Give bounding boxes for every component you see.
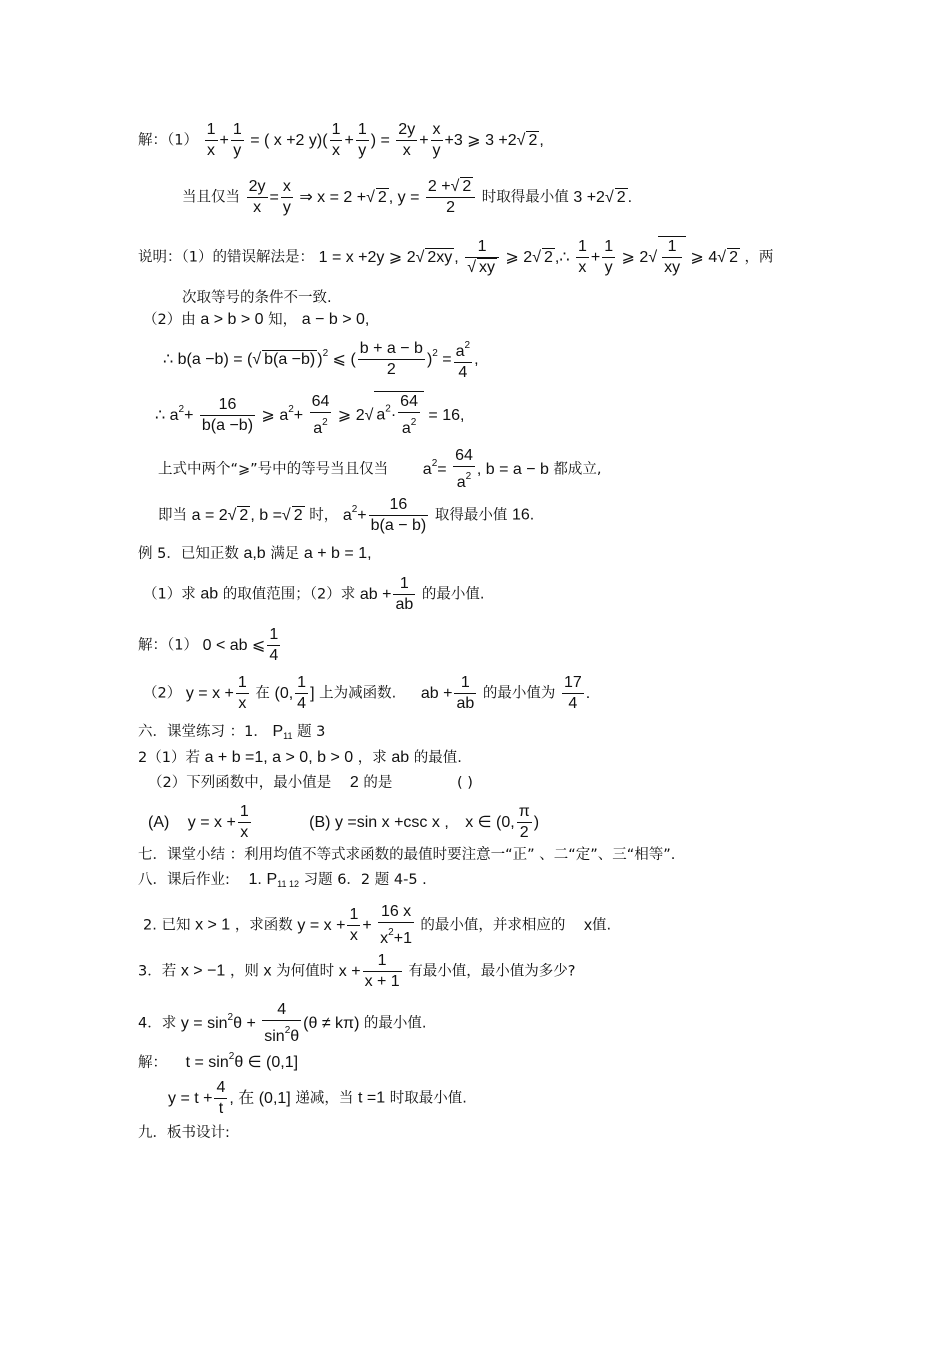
homework-2: 2. 已知 x > 1 ，求函数 y = x + $\frac{1}{x}$ + $\frac{16 x}{x^2+1}$ 的最小值，并求相应的 x值.: [143, 903, 612, 947]
part-2-step-1: ∴ b(a −b) = (√ b(a −b) )$^2$ ⩽ ( $\frac{b + a - b}{2}$ )$^2$ = $\frac{a^2}{4}$ ,: [163, 336, 479, 383]
section-6-practice: 六．课堂练习 ：1． $P_{11}$ 题 3: [138, 723, 326, 741]
part-2-step-2: ∴ $a^2+$ $\frac{16}{b(a -b)}$ ⩾ $a^2+$ $\frac{64}{a^2}$ ⩾ 2√ $a^2\cdot$ $\frac{64}{a^2}$ = 16,: [155, 391, 464, 439]
practice-2-options: (A) y = x + $\frac{1}{x}$ (B) y =sin x +csc x , x ∈ (0, $\frac{\pi}{2}$ ): [148, 803, 540, 841]
part-2-equality-condition: 上式中两个“⩾”号中的等号当且仅当 $a^2=$ $\frac{64}{a^2}$ , b = a − b 都成立,: [158, 447, 602, 491]
example-5-statement: 例 5．已知正数 a,b 满足 a + b = 1,: [138, 545, 372, 562]
example-5-solution-2: （2） y = x + $\frac{1}{x}$ 在 (0, $\frac{1}{4}$ ] 上为减函数. ab + $\frac{1}{ab}$ 的最小值为 $\frac{17}{4}$ .: [143, 674, 591, 712]
section-9-board-design: 九．板书设计:: [138, 1125, 230, 1141]
homework-4: 4．求 $y = \sin^2\theta$ + $\frac{4}{\sin^2\theta}$ (θ ≠ kπ) 的最小值.: [138, 1001, 427, 1045]
solution-1-line: 解：（1） $\frac{1}{x}$ + $\frac{1}{y}$ = ( x +2 y)( $\frac{1}{x}$ + $\frac{1}{y}$ ) = $\frac{2y}{x}$ + $\frac{x}{y}$ +3 ⩾ 3 +2√ 2 ,: [138, 120, 544, 161]
section-7-summary: 七．课堂小结 ：利用均值不等式求函数的最值时要注意一“正” 、二“定”、三“相等”.: [138, 847, 676, 863]
homework-3: 3．若 x > −1 ，则 x 为何值时 x + $\frac{1}{x + 1}$ 有最小值，最小值为多少?: [138, 952, 576, 990]
part-2-conclusion: 即当 a = 2√ 2 , b =√ 2 时， $a^2+$ $\frac{16}{b(a - b)}$ 取得最小值 16.: [158, 495, 534, 536]
example-5-questions: （1）求 ab 的取值范围；（2）求 ab + $\frac{1}{ab}$ 的最小值.: [143, 575, 485, 613]
note-wrong-solution-line: 说明：（1）的错误解法是： 1 = x +2y ⩾ 2√ 2xy , 1 √ xy ⩾ 2√ 2 ,∴ $\frac{1}{x}$ + $\frac{1}{y}$ ⩾ 2√ $\frac{1}{xy}$ ⩾ 4√ 2 ，两: [138, 236, 773, 278]
practice-2-2: （2）下列函数中，最小值是 2 的是 ( ): [148, 774, 473, 791]
section-8-homework: 八．课后作业: 1. $P_{11 12}$ 习题 6．2 题 4-5 .: [138, 871, 427, 889]
note-continuation: 次取等号的条件不一致.: [182, 290, 332, 306]
part-2-premise: （2）由 a > b > 0 知， a − b > 0,: [143, 311, 370, 328]
equality-condition-line: 当且仅当 $\frac{2y}{x}$ = $\frac{x}{y}$ ⇒ x = 2 +√ 2 , y = $\frac{2 +√ 2}{2}$ 时取得最小值 3 +2√ 2 .: [182, 177, 632, 218]
practice-2-1: 2（1）若 a + b =1, a > 0, b > 0 ，求 ab 的最值.: [138, 749, 462, 766]
homework-4-solution: 解： $t = \sin^2\theta$ ∈ (0,1]: [138, 1051, 299, 1071]
example-5-solution-1: 解：（1） 0 < ab ⩽ $\frac{1}{4}$: [138, 626, 279, 664]
homework-4-solution-step: y = t + $\frac{4}{t}$ , 在 (0,1] 递减，当 t =1 时取最小值.: [168, 1079, 467, 1117]
